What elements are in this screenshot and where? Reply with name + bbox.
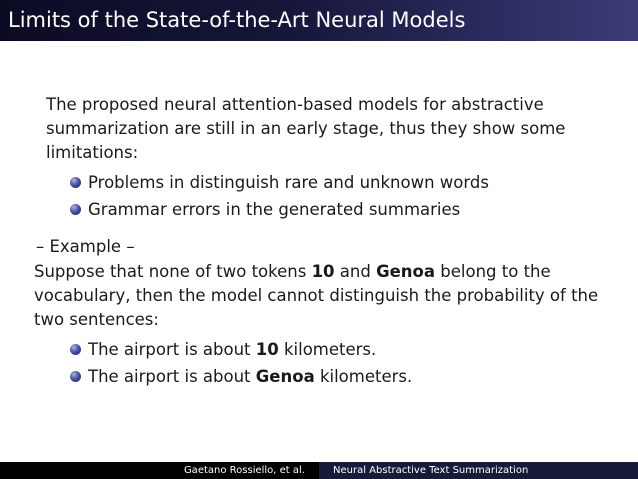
intro-paragraph [46,93,606,165]
list-item [34,363,614,390]
slide-title: Limits of the State-of-the-Art Neural Models [8,8,466,32]
sentence-text: kilometers. [314,367,413,386]
example-text: vocabulary, then the model cannot distinguish the probability of the [34,286,599,305]
sentence-text: kilometers. [278,340,377,359]
bullet-icon [70,371,81,382]
footer-title: Neural Abstractive Text Summarization [319,462,638,479]
token-10: 10 [311,262,335,281]
limitations-block [46,93,606,223]
bullet-icon [70,344,81,355]
example-paragraph [34,260,614,332]
intro-line-1: The proposed neural attention-based models for abstractive [46,95,544,114]
sentences-list [34,336,614,390]
bullet-icon [70,204,81,215]
intro-line-3: limitations: [46,143,139,162]
example-text: Suppose that none of two tokens [34,262,312,281]
example-heading: – Example – [36,237,135,256]
limitation-text: Grammar errors in the generated summaries [88,200,461,219]
sentence-text: The airport is about [88,340,256,359]
list-item [46,169,606,196]
limitations-list [46,169,606,223]
footer-author: Gaetano Rossiello, et al. [0,462,319,479]
footer-bar [0,462,638,479]
token-genoa: Genoa [376,262,436,281]
example-text: and [334,262,377,281]
sentence-text: The airport is about [88,367,256,386]
example-text: two sentences: [34,310,159,329]
example-text: belong to the [435,262,551,281]
example-block [34,234,614,390]
list-item [34,336,614,363]
sentence-token: 10 [255,340,279,359]
sentence-token: Genoa [255,367,315,386]
limitation-text: Problems in distinguish rare and unknown words [88,173,489,192]
bullet-icon [70,177,81,188]
title-bar [0,0,638,41]
list-item [46,196,606,223]
intro-line-2: summarization are still in an early stage, thus they show some [46,119,566,138]
